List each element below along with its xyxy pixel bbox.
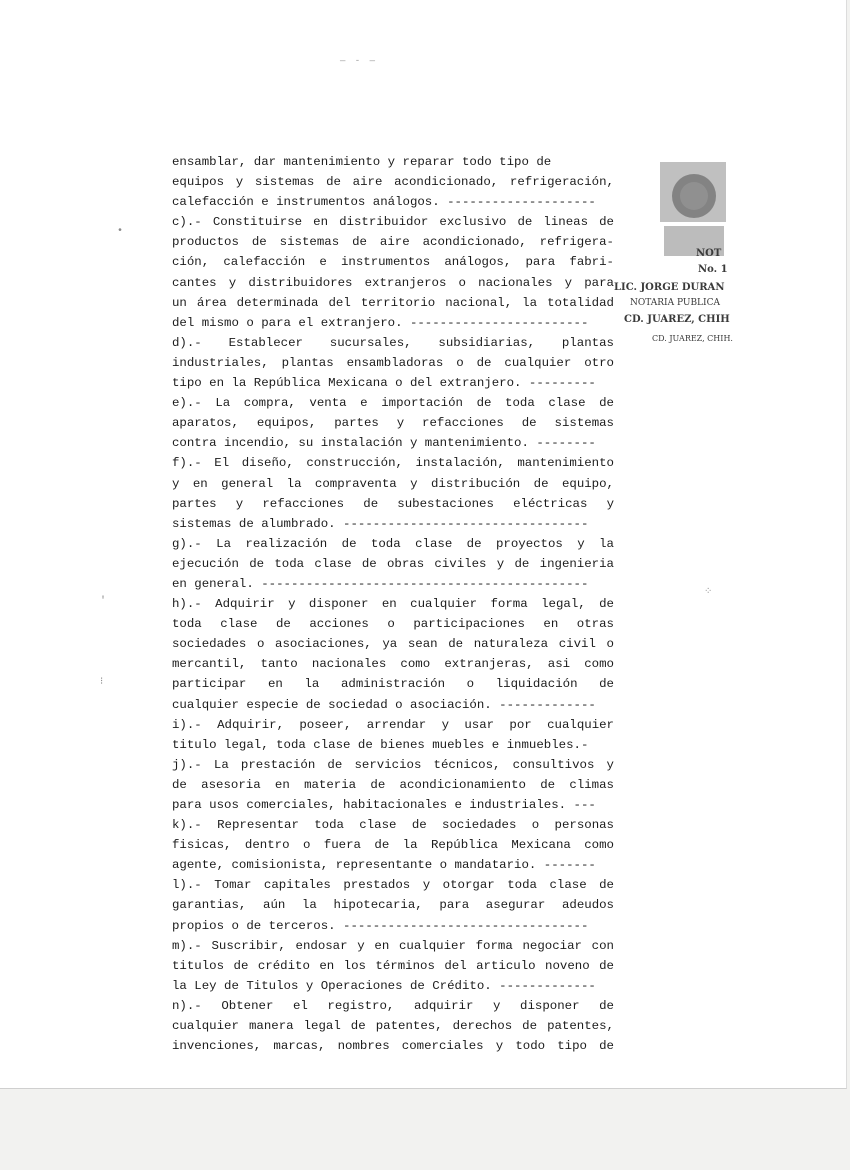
text-line: c).- Constituirse en distribuidor exclusivo de lineas de (172, 215, 614, 230)
document-body (172, 152, 614, 1056)
text-line: de asesoria en materia de acondicionamiento de climas (172, 777, 614, 792)
speck: • (117, 226, 124, 237)
text-line: h).- Adquirir y disponer en cualquier forma legal, de (172, 597, 614, 612)
text-line: toda clase de acciones o participaciones en otras (172, 617, 614, 632)
text-line: cualquier especie de sociedad o asociación. ------------- (172, 697, 596, 712)
text-line: i).- Adquirir, poseer, arrendar y usar por cualquier (172, 717, 614, 732)
text-line: y en general la compraventa y distribución de equipo, (172, 476, 614, 491)
text-line: calefacción e instrumentos análogos. -------------------- (172, 195, 596, 210)
text-line: l).- Tomar capitales prestados y otorgar toda clase de (172, 878, 614, 893)
stamp-text: No. 1 (698, 264, 728, 275)
seal-line-1: LIC. JORGE DURAN (614, 282, 725, 293)
text-line: participar en la administración o liquidación de (172, 677, 614, 692)
text-line: sociedades o asociaciones, ya sean de naturaleza civil o (172, 637, 614, 652)
speck: ⁝ (100, 677, 104, 688)
seal-line-3: CD. JUAREZ, CHIH (624, 314, 730, 325)
text-line: sistemas de alumbrado. --------------------------------- (172, 516, 589, 531)
text-line: productos de sistemas de aire acondicionado, refrigera- (172, 235, 614, 250)
text-line: agente, comisionista, representante o mandatario. ------- (172, 858, 596, 873)
text-line: equipos y sistemas de aire acondicionado, refrigeración, (172, 175, 614, 190)
text-line: m).- Suscribir, endosar y en cualquier forma negociar con (172, 938, 614, 953)
seal-line-4: CD. JUAREZ, CHIH. (652, 334, 733, 343)
text-line: titulos de crédito en los términos del articulo noveno de (172, 958, 614, 973)
text-line: del mismo o para el extranjero. ------------------------ (172, 315, 589, 330)
header-marks: — - — (340, 56, 378, 66)
text-line: j).- La prestación de servicios técnicos, consultivos y (172, 757, 614, 772)
text-line: titulo legal, toda clase de bienes muebles e inmuebles.- (172, 737, 589, 752)
text-line: la Ley de Titulos y Operaciones de Crédito. ------------- (172, 978, 596, 993)
text-line: partes y refacciones de subestaciones eléctricas y (172, 496, 614, 511)
text-line: ensamblar, dar mantenimiento y reparar todo tipo de (172, 155, 552, 169)
text-line: k).- Representar toda clase de sociedades o personas (172, 818, 614, 833)
text-line: un área determinada del territorio nacional, la totalidad (172, 295, 614, 310)
text-line: en general. -------------------------------------------- (172, 576, 589, 591)
text-line: aparatos, equipos, partes y refacciones de sistemas (172, 416, 614, 431)
text-line: f).- El diseño, construcción, instalación, mantenimiento (172, 456, 614, 471)
text-line: contra incendio, su instalación y mantenimiento. -------- (172, 436, 596, 451)
text-line: mercantil, tanto nacionales como extranjeras, asi como (172, 657, 614, 672)
text-line: cualquier manera legal de patentes, derechos de patentes, (172, 1019, 614, 1034)
text-line: industriales, plantas ensambladoras o de cualquier otro (172, 355, 614, 370)
text-line: fisicas, dentro o fuera de la República Mexicana como (172, 838, 614, 853)
text-line: tipo en la República Mexicana o del extranjero. --------- (172, 376, 596, 391)
text-line: n).- Obtener el registro, adquirir y disponer de (172, 998, 614, 1013)
text-line: e).- La compra, venta e importación de toda clase de (172, 396, 614, 411)
text-line: d).- Establecer sucursales, subsidiarias, plantas (172, 335, 614, 350)
stamp-text: NOT (696, 248, 722, 259)
text-line: ejecución de toda clase de obras civiles y de ingenieria (172, 556, 614, 571)
text-line: propios o de terceros. --------------------------------- (172, 918, 589, 933)
scan-margin (0, 1090, 850, 1170)
speck: ' (100, 596, 107, 607)
speck: ⁘ (704, 587, 713, 598)
text-line: garantias, aún la hipotecaria, para asegurar adeudos (172, 898, 614, 913)
text-line: para usos comerciales, habitacionales e industriales. --- (172, 798, 596, 812)
seal-line-2: NOTARIA PUBLICA (630, 298, 720, 308)
text-line: invenciones, marcas, nombres comerciales y todo tipo de (172, 1039, 614, 1054)
notary-seal (612, 152, 742, 352)
text-line: cantes y distribuidores extranjeros o nacionales y para (172, 275, 614, 290)
text-line: ción, calefacción e instrumentos análogos, para fabri- (172, 255, 614, 270)
text-line: g).- La realización de toda clase de proyectos y la (172, 536, 614, 551)
